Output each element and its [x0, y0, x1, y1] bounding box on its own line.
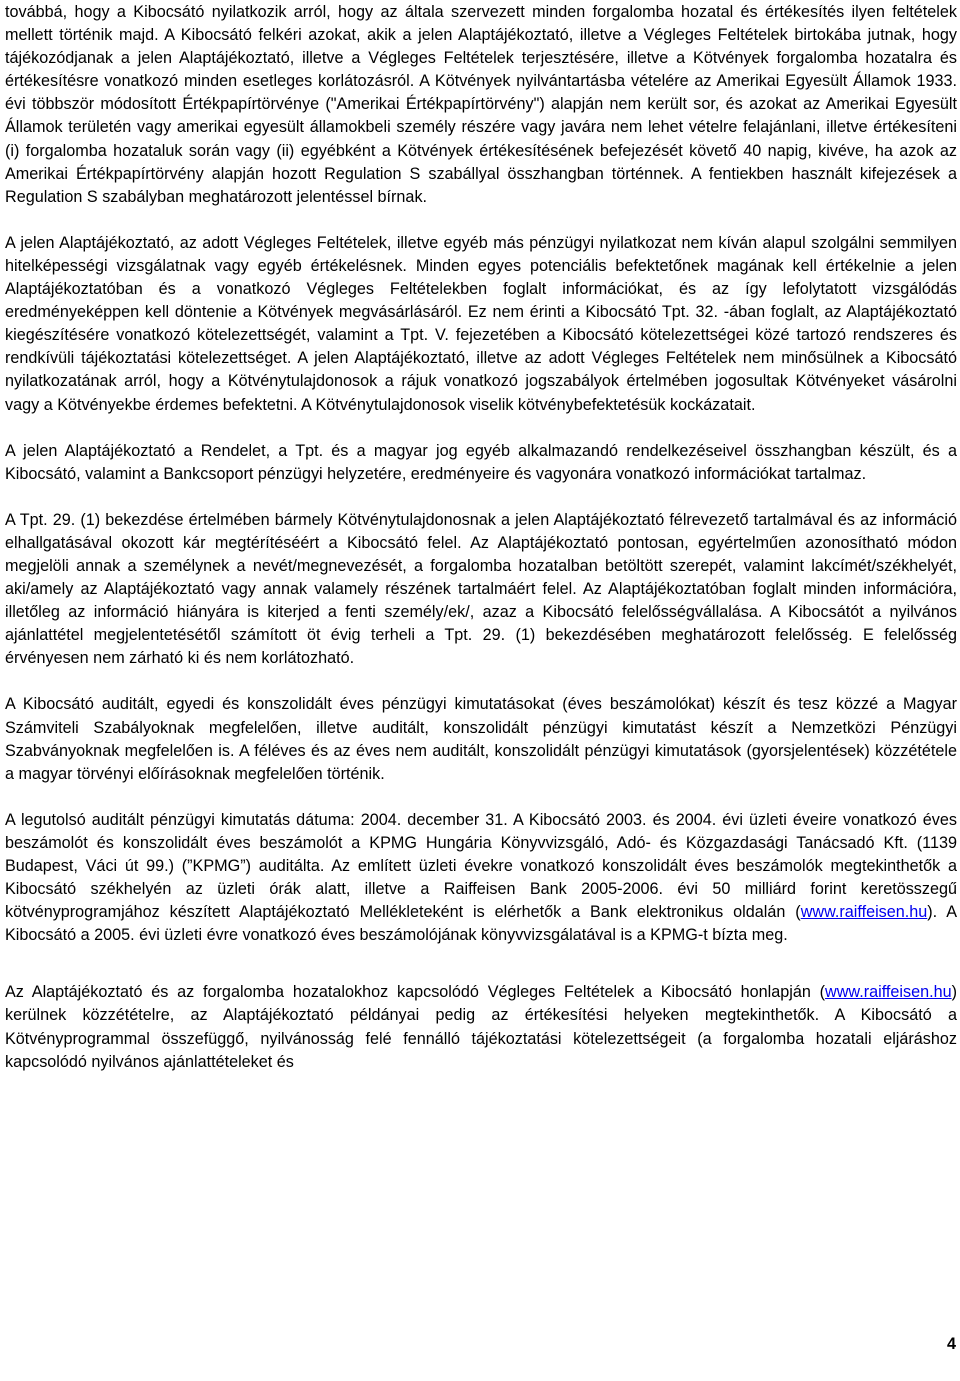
page-number: 4	[946, 1335, 956, 1353]
raiffeisen-homepage-link[interactable]: www.raiffeisen.hu	[825, 983, 952, 1002]
paragraph-selling-restrictions: továbbá, hogy a Kibocsátó nyilatkozik arról, hogy az általa szervezett minden forgalomba hozatal és értékesítés ilyen feltételek mellett történik majd. A Kibocsátó felkéri azokat, akik a jelen Alaptájékoztató, illetve a Végleges Feltételek birtokába jutnak, hogy tájékozódjanak a jelen Alaptájékoztató, illetve a Végleges Feltételek terjesztésére, illetve a Kötvények forgalomba hozatalra és értékesítésre vonatkozó minden esetleges korlátozásról. A Kötvények nyilvántartásba vételére az Amerikai Egyesült Államok 1933. évi többször módosított Értékpapírtörvénye ("Amerikai Értékpapírtörvény") alapján nem került sor, és azokat az Amerikai Egyesült Államok területén vagy amerikai egyesült államokbeli személy részére vagy javára nem lehet vételre felajánlani, illetve értékesíteni (i) forgalomba hozataluk során vagy (ii) egyébként a Kötvények értékesítésének befejezését követő 40 napig, kivéve, ha azok az Amerikai Értékpapírtörvény alapján hozott Regulation S szabállyal összhangban történnek. A fentiekben használt kifejezések a Regulation S szabályban meghatározott jelentéssel bírnak.	[5, 3, 957, 206]
paragraph-legal-basis: A jelen Alaptájékoztató a Rendelet, a Tpt. és a magyar jog egyéb alkalmazandó rendelkezéseivel összhangban készült, és a Kibocsátó, valamint a Bankcsoport pénzügyi helyzetére, eredményeire és vagyonára vonatkozó információkat tartalmaz.	[5, 441, 957, 483]
publication-text-after-link: ) kerülnek közzétételre, az Alaptájékoztató példányai pedig az értékesítési helyeken megtekinthetők. A Kibocsátó a Kötvényprogrammal összefüggő, nyilvánosság felé fennálló tájékoztatási kötelezettségeit (a forgalomba hozatali eljáráshoz kapcsolódó nyilvános ajánlattételeket és	[5, 983, 957, 1071]
paragraph-investor-assessment: A jelen Alaptájékoztató, az adott Végleges Feltételek, illetve egyéb más pénzügyi nyilatkozat nem kíván alapul szolgálni semmilyen hitelképességi vizsgálatnak vagy egyéb értékelésnek. Minden egyes potenciális befektetőnek magának kell értékelnie a jelen Alaptájékoztatóban és a vonatkozó Végleges Feltételekben foglalt információkat, és az így lefolytatott vizsgálódás eredményeképpen kell döntenie a Kötvények megvásárlásáról. Ez nem érinti a Kibocsátó Tpt. 32. -ában foglalt, az Alaptájékoztató kiegészítésére vonatkozó kötelezettségét, valamint a Tpt. V. fejezetében a Kibocsátó kötelezettségei közé tartozó rendszeres és rendkívüli tájékoztatási kötelezettséget. A jelen Alaptájékoztató, illetve az adott Végleges Feltételek nem minősülnek a Kibocsátó nyilatkozatának arról, hogy a Kötvénytulajdonosok a rájuk vonatkozó jogszabályok értelmében jogosultak Kötvényeket vásárolni vagy a Kötvényekbe érdemes befektetni. A Kötvénytulajdonosok viselik kötvénybefektetésük kockázatait.	[5, 233, 957, 414]
document-page	[5, 0, 957, 1074]
audit-text-after-link: ). A Kibocsátó a 2005. évi üzleti évre vonatkozó éves beszámolójának könyvvizsgálatával is a KPMG-t bízta meg.	[5, 903, 957, 945]
paragraph-financial-statements: A Kibocsátó auditált, egyedi és konszolidált éves pénzügyi kimutatásokat (éves beszámolókat) készít és tesz közzé a Magyar Számviteli Szabályoknak megfelelően, illetve auditált, konszolidált pénzügyi kimutatást készít a Nemzetközi Pénzügyi Szabványoknak megfelelően is. A féléves és az éves nem auditált, konszolidált pénzügyi kimutatások (gyorsjelentések) közzététele a magyar törvényi előírásoknak megfelelően történik.	[5, 695, 957, 783]
paragraph-audit	[5, 809, 957, 948]
publication-text-before-link: Az Alaptájékoztató és az forgalomba hozatalokhoz kapcsolódó Végleges Feltételek a Kibocsátó honlapján (	[5, 983, 826, 1002]
audit-text-before-link: A legutolsó auditált pénzügyi kimutatás dátuma: 2004. december 31. A Kibocsátó 2003. és 2004. évi üzleti éveire vonatkozó éves beszámolót és konszolidált éves beszámolót a KPMG Hungária Könyvvizsgáló, Adó- és Közgazdasági Tanácsadó Kft. (1139 Budapest, Váci út 99.) (”KPMG”) auditálta. Az említett üzleti évekre vonatkozó konszolidált éves beszámolók megtekinthetők a Kibocsátó székhelyén az üzleti órák alatt, illetve a Raiffeisen Bank 2005-2006. évi 50 milliárd forint keretösszegű kötvényprogramjához készített Alaptájékoztató Mellékleteként is elérhetők a Bank elektronikus oldalán (	[5, 810, 957, 922]
raiffeisen-link[interactable]: www.raiffeisen.hu	[800, 903, 928, 922]
paragraph-liability: A Tpt. 29. (1) bekezdése értelmében bármely Kötvénytulajdonosnak a jelen Alaptájékoztató félrevezető tartalmával és az információ elhallgatásával okozott kár megtérítéséért a Kibocsátó felel. Az Alaptájékoztató pontosan, egyértelműen azonosítható módon megjelöli annak a személynek a nevét/megnevezését, a forgalomba hozatalban betöltött szerepét, valamint lakcímét/székhelyét, aki/amely az Alaptájékoztató vagy annak valamely részének tartalmáért felel. Az Alaptájékoztatóban foglalt minden információra, illetőleg az információ hiányára is kiterjed a fenti személy/ek/, azaz a Kibocsátó felelősségvállalása. A Kibocsátót a nyilvános ajánlattétel megjelentetésétől számított öt évig terheli a Tpt. 29. (1) bekezdésében meghatározott felelősség. E felelősség érvényesen nem zárható ki és nem korlátozható.	[5, 510, 957, 668]
paragraph-publication	[5, 981, 957, 1073]
